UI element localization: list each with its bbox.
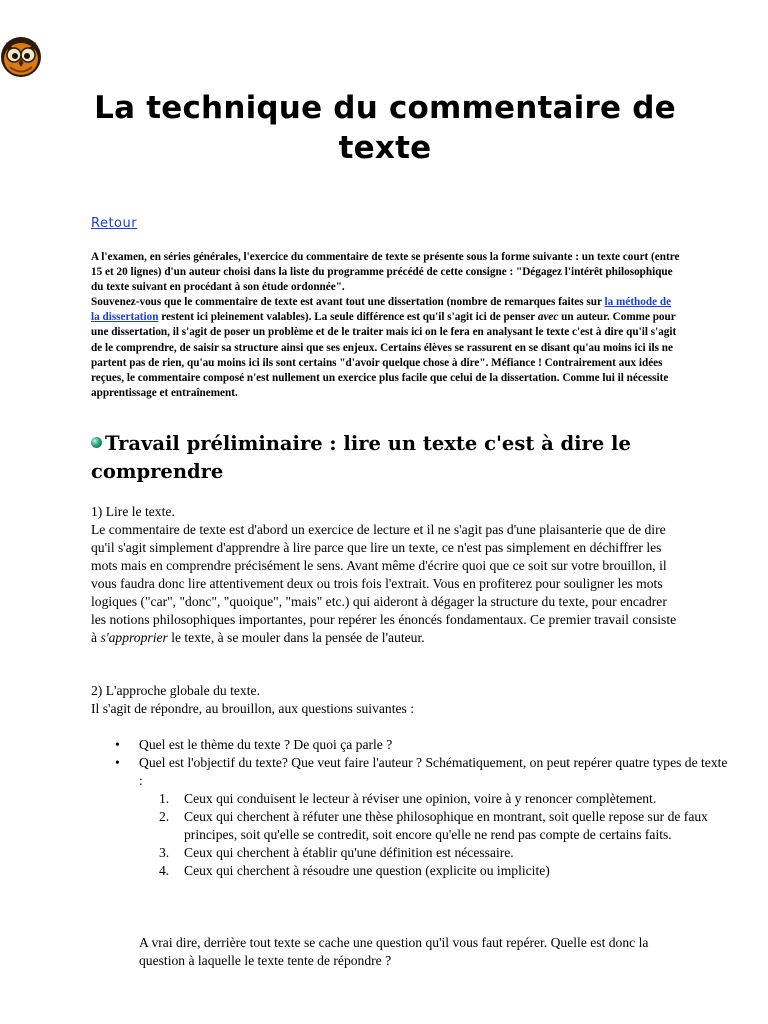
page-title: La technique du commentaire de texte: [94, 90, 676, 166]
text-types-list: [139, 790, 729, 880]
intro-part2-after: restent ici pleinement valables). La seule différence est qu'il s'agit ici de penser: [158, 311, 538, 324]
intro-part2: Souvenez-vous que le commentaire de texte est avant tout une dissertation (nombre de remarques faites sur: [91, 296, 605, 309]
back-link[interactable]: Retour: [91, 216, 138, 231]
dissertation-method-link[interactable]: la méthode de la dissertation: [91, 296, 672, 324]
question-item: • Quel est l'objectif du texte? Que veut faire l'auteur ? Schématiquement, on peut repérer quatre types de texte : 1. Ceux qui conduisent le lecteur à réviser une opinion, voire à y renoncer complètement. 2. Ceux qui cherchent à réfuter une thèse philosophique en montrant, soit quelle repose sur de faux principes, soit qu'elle se contredit, soit encore qu'elle ne rend pas compte de certains faits. 3. Ceux qui cherchent à établir qu'une définition est nécessaire. 4. Ceux qui cherchent à résoudre une question (explicite ou implicite): [139, 754, 729, 880]
step2-paragraph: [91, 682, 681, 718]
section-heading-text: Travail préliminaire : lire un texte c'est à dire le comprendre: [91, 432, 631, 483]
owl-logo-icon[interactable]: [0, 36, 42, 78]
step2-text: Il s'agit de répondre, au brouillon, aux questions suivantes :: [91, 701, 414, 716]
type-item: 3. Ceux qui cherchent à établir qu'une définition est nécessaire.: [159, 845, 514, 860]
intro-paragraph: [91, 250, 681, 401]
step2-title: 2) L'approche globale du texte.: [91, 683, 260, 698]
intro-avec: avec: [537, 311, 559, 324]
step1-title: 1) Lire le texte.: [91, 504, 175, 519]
step1-end: le texte, à se mouler dans la pensée de l'auteur.: [167, 630, 425, 645]
type-item: 2. Ceux qui cherchent à réfuter une thèse philosophique en montrant, soit quelle repose sur de faux principes, soit qu'elle se contredit, soit encore qu'elle ne rend pas compte de certains faits.: [159, 809, 708, 842]
intro-part1: A l'examen, en séries générales, l'exercice du commentaire de texte se présente sous la forme suivante : un texte court (entre 15 et 20 lignes) d'un auteur choisi dans la liste du programme précédé de cette consigne : "Dégagez l'intérêt philosophique du texte suivant en procédant à son étude ordonnée".: [91, 251, 680, 294]
questions-list: [91, 736, 729, 880]
bullet-ball-icon: [91, 437, 102, 448]
intro-part2-end: un auteur. Comme pour une dissertation, il s'agit de poser un problème et de le traiter mais ici on le fera en analysant le texte c'est à dire qu'il s'agit de le comprendre, de saisir sa structure ainsi que ses enjeux. Certains élèves se rassurent en se disant qu'au moins ici ils ne partent pas de rien, qu'au moins ici ils sont certains "d'avoir quelque chose à dire". Méfiance ! Contrairement aux idées reçues, le commentaire composé n'est nullement un exercice plus facile que celui de la dissertation. Comme lui il nécessite apprentissage et entraînement.: [91, 311, 677, 399]
step1-text: Le commentaire de texte est d'abord un exercice de lecture et il ne s'agit pas d'une plaisanterie que de dire qu'il s'agit simplement d'apprendre à lire parce que lire un texte, ce n'est pas simplement en déchiffrer les mots mais en comprendre précisément le sens. Avant même d'écrire quoi que ce soit sur votre brouillon, il vous faudra donc lire attentivement deux ou trois fois l'extrait. Vous en profiterez pour souligner les mots logiques ("car", "donc", "quoique", "mais" etc.) qui aideront à dégager la structure du texte, pour encadrer les notions philosophiques importantes, pour repérer les énoncés fondamentaux. Ce premier travail consiste à: [91, 522, 677, 645]
type-item: 4. Ceux qui cherchent à résoudre une question (explicite ou implicite): [159, 863, 550, 878]
type-item: 1. Ceux qui conduisent le lecteur à réviser une opinion, voire à y renoncer complètement.: [159, 791, 657, 806]
step1-em: s'approprier: [100, 630, 168, 645]
closing-paragraph: A vrai dire, derrière tout texte se cache une question qu'il vous faut repérer. Quelle est donc la question à laquelle le texte tente de répondre ?: [139, 935, 649, 968]
question-item: • Quel est le thème du texte ? De quoi ça parle ?: [139, 736, 729, 754]
section-heading: [91, 430, 691, 486]
step1-paragraph: [91, 503, 681, 647]
